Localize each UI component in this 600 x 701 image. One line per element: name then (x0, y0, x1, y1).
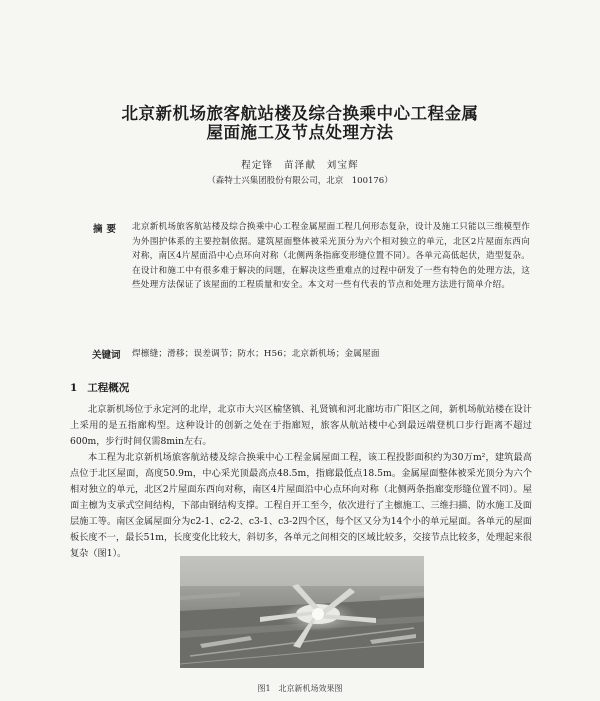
body-paragraph-1: 北京新机场位于永定河的北岸，北京市大兴区榆垡镇、礼贤镇和河北廊坊市广阳区之间，新机场航站楼在设计上采用的是五指廊构型。这种设计的创新之处在于指廊短，旅客从航站楼中心到最远端登机口步行距离不超过600m，步行时间仅需8min左右。 (70, 404, 532, 447)
abstract-label: 摘要 (93, 224, 121, 235)
section-heading (70, 380, 129, 395)
keywords-label: 关键词 (92, 350, 121, 361)
authors: 程定锋 苗泽献 刘宝辉 (241, 160, 359, 171)
affiliation: （森特士兴集团股份有限公司，北京 100176） (207, 176, 393, 186)
paper-title-line-2: 屋面施工及节点处理方法 (206, 123, 394, 142)
aerial-photo-illustration (180, 556, 424, 668)
figure-caption-text: 北京新机场效果图 (278, 684, 343, 693)
figure-label: 图1 (257, 684, 271, 693)
airport-aerial-photo (180, 556, 424, 668)
body-paragraph-2: 本工程为北京新机场旅客航站楼及综合换乘中心工程金属屋面工程，该工程投影面积约为30万m²，建筑最高点位于北区屋面，高度50.9m，中心采光顶最高点48.5m，指廊最低点18.5m。金属屋面整体被采光顶分为六个相对独立的单元，北区2片屋面东西向对称，南区4片屋面沿中心点环向对称（北侧两条指廊变形缝位置不同）。屋面主檩为支承式空间结构，下部由钢结构支撑。工程自开工至今，依次进行了主檩施工、三维扫描、防水施工及面层施工等。南区金属屋面分为c2-1、c2-2、c3-1、c3-2四个区，每个区又分为14个小的单元屋面。各单元的屋面板长度不一，最长51m，长度变化比较大，斜切多，各单元之间相交的区域比较多，交接节点比较多，处理起来很复杂（图1）。 (70, 452, 532, 559)
section-title: 工程概况 (87, 382, 130, 394)
paper-title-line-1: 北京新机场旅客航站楼及综合换乘中心工程金属 (121, 104, 479, 123)
figure-caption (0, 683, 600, 694)
abstract-text: 北京新机场旅客航站楼及综合换乘中心工程金属屋面工程几何形态复杂，设计及施工只能以三维模型作为外围护体系的主要控制依据。建筑屋面整体被采光顶分为六个相对独立的单元，北区2片屋面东西向对称，南区4片屋面沿中心点环向对称（北侧两条指廊变形缝位置不同）。各单元高低起伏，造型复杂。在设计和施工中有很多难于解决的问题，在解决这些重难点的过程中研发了一些有特色的处理方法，这些处理方法保证了该屋面的工程质量和安全。本文对一些有代表的节点和处理方法进行简单介绍。 (132, 222, 530, 290)
section-number: 1 (70, 382, 78, 394)
keywords-text: 焊檩缝；滑移；误差调节；防水；H56；北京新机场；金属屋面 (132, 349, 380, 359)
